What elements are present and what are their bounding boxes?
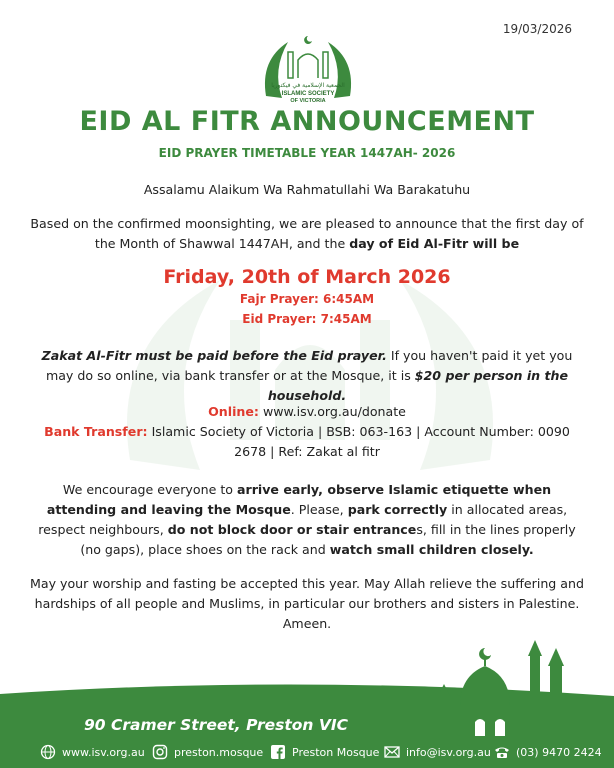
svg-text:OF VICTORIA: OF VICTORIA bbox=[290, 98, 326, 104]
mosque-silhouette bbox=[440, 636, 590, 736]
announcement-date: 19/03/2026 bbox=[502, 22, 572, 36]
closing-paragraph: May your worship and fasting be accepted this year. May Allah relieve the suffering and hardships of all people and Muslims, in particular our brothers and sisters in Palestine. Ameen. bbox=[29, 576, 584, 631]
page-title: EID AL FITR ANNOUNCEMENT bbox=[79, 106, 535, 137]
zakat-paragraph: Zakat Al-Fitr must be paid before the Eid prayer. If you haven't paid it yet you may do so online, via bank transfer or at the Mosque, it is $20 per person in the household. bbox=[41, 348, 573, 403]
footer-address: 90 Cramer Street, Preston VIC bbox=[84, 716, 348, 734]
etiquette-paragraph: We encourage everyone to arrive early, observe Islamic etiquette when attending and leaving the Mosque. Please, park correctly in allocated areas, respect neighbours, do not block door or stair entrances, fill in the lines properly (no gaps), place shoes on the rack and watch small children closely. bbox=[38, 482, 576, 557]
page-subtitle: EID PRAYER TIMETABLE YEAR 1447AH- 2026 bbox=[158, 146, 456, 160]
donate-link[interactable]: www.isv.org.au/donate bbox=[258, 404, 406, 419]
contact-facebook[interactable]: Preston Mosque bbox=[270, 744, 379, 760]
footer-contacts bbox=[0, 744, 614, 764]
bank-transfer-line: Bank Transfer: Islamic Society of Victoria | BSB: 063-163 | Account Number: 0090 2678 | Ref: Zakat al fitr bbox=[44, 424, 570, 459]
svg-text:ISLAMIC SOCIETY: ISLAMIC SOCIETY bbox=[281, 91, 335, 97]
intro-paragraph: Based on the confirmed moonsighting, we are pleased to announce that the first day of the Month of Shawwal 1447AH, and the day of Eid Al-Fitr will be bbox=[30, 216, 584, 251]
contact-email[interactable]: info@isv.org.au bbox=[384, 744, 491, 760]
contact-instagram[interactable]: preston.mosque bbox=[152, 744, 263, 760]
greeting: Assalamu Alaikum Wa Rahmatullahi Wa Barakatuhu bbox=[143, 182, 471, 197]
facebook-icon bbox=[270, 744, 286, 760]
phone-icon bbox=[494, 744, 510, 760]
fajr-time: Fajr Prayer: 6:45AM bbox=[239, 292, 375, 306]
envelope-icon bbox=[384, 744, 400, 760]
globe-icon bbox=[40, 744, 56, 760]
eid-prayer-time: Eid Prayer: 7:45AM bbox=[242, 312, 372, 326]
contact-web[interactable]: www.isv.org.au bbox=[40, 744, 145, 760]
isv-logo bbox=[258, 30, 358, 110]
eid-date: Friday, 20th of March 2026 bbox=[163, 266, 451, 288]
contact-phone[interactable]: (03) 9470 2424 bbox=[494, 744, 602, 760]
svg-text:الجمعية الإسلامية في فيكتوريا: الجمعية الإسلامية في فيكتوريا bbox=[271, 82, 345, 89]
instagram-icon bbox=[152, 744, 168, 760]
online-line: Online: www.isv.org.au/donate bbox=[208, 404, 406, 419]
